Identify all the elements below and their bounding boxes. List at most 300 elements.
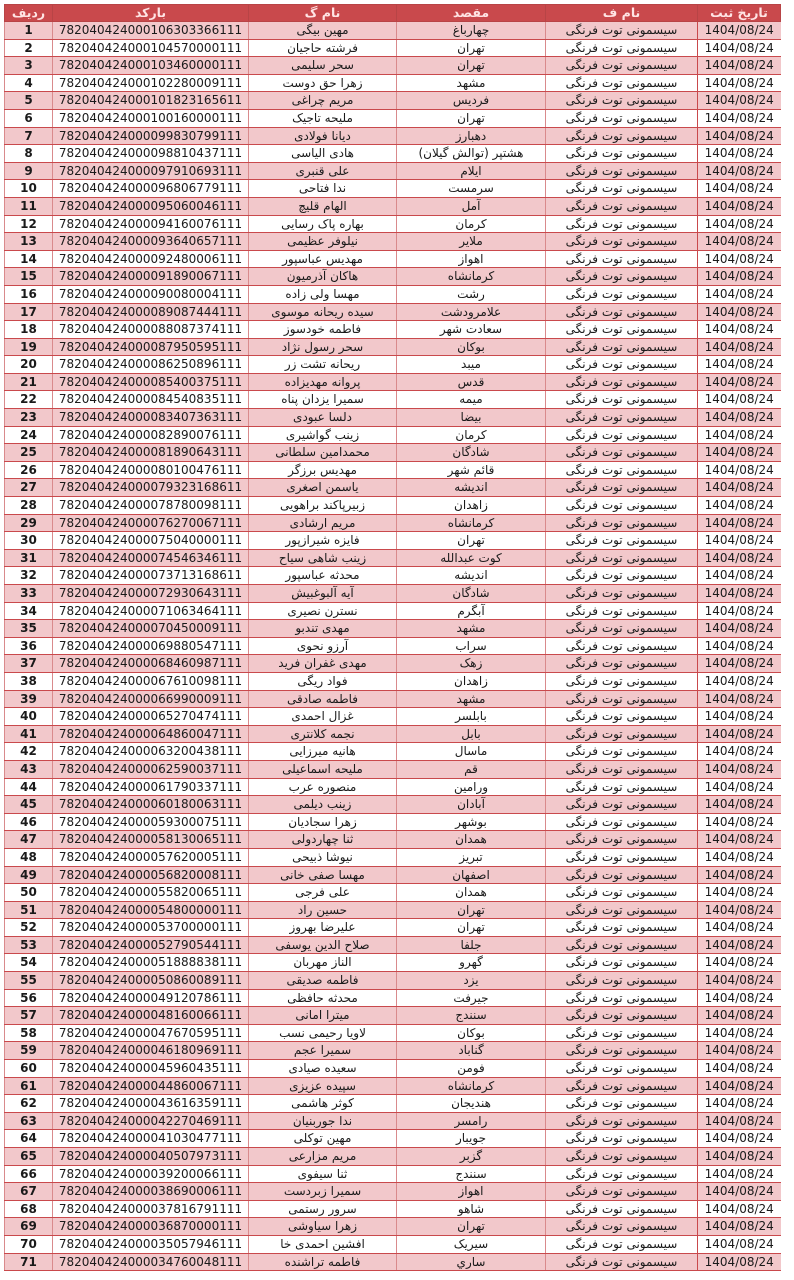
cell-barcode: 782040424000076270067111 <box>53 514 249 532</box>
cell-row-number: 63 <box>5 1112 53 1130</box>
cell-row-number: 32 <box>5 567 53 585</box>
cell-destination: گناباد <box>397 1042 546 1060</box>
cell-barcode: 782040424000052790544111 <box>53 936 249 954</box>
cell-name: هانیه میرزایی <box>249 743 397 761</box>
cell-date: 1404/08/24 <box>698 356 781 374</box>
cell-product: سیسمونی توت فرنگی <box>546 848 698 866</box>
cell-product: سیسمونی توت فرنگی <box>546 1253 698 1271</box>
cell-name: مریم ارشادی <box>249 514 397 532</box>
cell-date: 1404/08/24 <box>698 409 781 427</box>
cell-product: سیسمونی توت فرنگی <box>546 391 698 409</box>
cell-product: سیسمونی توت فرنگی <box>546 514 698 532</box>
table-row <box>5 39 781 57</box>
cell-product: سیسمونی توت فرنگی <box>546 1060 698 1078</box>
cell-date: 1404/08/24 <box>698 567 781 585</box>
cell-name: الهام قلیچ <box>249 197 397 215</box>
cell-name: دلسا عبودی <box>249 409 397 427</box>
cell-product: سیسمونی توت فرنگی <box>546 145 698 163</box>
table-row <box>5 989 781 1007</box>
cell-barcode: 782040424000067610098111 <box>53 672 249 690</box>
cell-product: سیسمونی توت فرنگی <box>546 743 698 761</box>
cell-row-number: 57 <box>5 1007 53 1025</box>
cell-row-number: 12 <box>5 215 53 233</box>
cell-row-number: 28 <box>5 497 53 515</box>
cell-name: میترا امانی <box>249 1007 397 1025</box>
cell-row-number: 70 <box>5 1235 53 1253</box>
cell-name: زینب شاهی سیاح <box>249 549 397 567</box>
cell-date: 1404/08/24 <box>698 145 781 163</box>
cell-destination: قدس <box>397 373 546 391</box>
cell-destination: آبگرم <box>397 602 546 620</box>
cell-product: سیسمونی توت فرنگی <box>546 268 698 286</box>
cell-destination: مشهد <box>397 690 546 708</box>
cell-product: سیسمونی توت فرنگی <box>546 672 698 690</box>
cell-row-number: 9 <box>5 162 53 180</box>
cell-product: سیسمونی توت فرنگی <box>546 602 698 620</box>
cell-destination: سراب <box>397 637 546 655</box>
cell-row-number: 64 <box>5 1130 53 1148</box>
cell-product: سیسمونی توت فرنگی <box>546 936 698 954</box>
cell-row-number: 54 <box>5 954 53 972</box>
cell-destination: زاهدان <box>397 672 546 690</box>
cell-barcode: 782040424000084540835111 <box>53 391 249 409</box>
cell-destination: جیرفت <box>397 989 546 1007</box>
cell-name: فاطمه تراشنده <box>249 1253 397 1271</box>
table-row <box>5 532 781 550</box>
table-row <box>5 391 781 409</box>
table-row <box>5 233 781 251</box>
cell-date: 1404/08/24 <box>698 497 781 515</box>
cell-name: بهاره پاک رسایی <box>249 215 397 233</box>
cell-row-number: 27 <box>5 479 53 497</box>
cell-destination: کوت عبدالله <box>397 549 546 567</box>
cell-date: 1404/08/24 <box>698 690 781 708</box>
cell-destination: دهبارز <box>397 127 546 145</box>
cell-row-number: 55 <box>5 972 53 990</box>
cell-name: زهرا سجادیان <box>249 813 397 831</box>
cell-barcode: 782040424000086250896111 <box>53 356 249 374</box>
cell-barcode: 782040424000085400375111 <box>53 373 249 391</box>
cell-name: یاسمن اصغری <box>249 479 397 497</box>
cell-date: 1404/08/24 <box>698 637 781 655</box>
cell-name: سمیرا زبردست <box>249 1183 397 1201</box>
cell-product: سیسمونی توت فرنگی <box>546 866 698 884</box>
cell-name: الناز مهربان <box>249 954 397 972</box>
cell-barcode: 782040424000053700000111 <box>53 919 249 937</box>
cell-destination: تهران <box>397 901 546 919</box>
cell-destination: هندیجان <box>397 1095 546 1113</box>
cell-name: سحر رسول نژاد <box>249 338 397 356</box>
shipments-table <box>4 4 781 1271</box>
cell-name: ثنا چهاردولی <box>249 831 397 849</box>
cell-product: سیسمونی توت فرنگی <box>546 1130 698 1148</box>
cell-name: سپیده عزیزی <box>249 1077 397 1095</box>
cell-product: سیسمونی توت فرنگی <box>546 426 698 444</box>
cell-row-number: 48 <box>5 848 53 866</box>
cell-destination: اهواز <box>397 1183 546 1201</box>
header-destination: مقصد <box>397 5 546 22</box>
cell-date: 1404/08/24 <box>698 1218 781 1236</box>
cell-product: سیسمونی توت فرنگی <box>546 1165 698 1183</box>
table-row <box>5 426 781 444</box>
cell-name: زینب گواشیری <box>249 426 397 444</box>
cell-date: 1404/08/24 <box>698 285 781 303</box>
table-row <box>5 831 781 849</box>
cell-product: سیسمونی توت فرنگی <box>546 321 698 339</box>
cell-barcode: 782040424000069880547111 <box>53 637 249 655</box>
cell-barcode: 782040424000068460987111 <box>53 655 249 673</box>
cell-barcode: 782040424000092480006111 <box>53 250 249 268</box>
cell-destination: بوشهر <box>397 813 546 831</box>
cell-product: سیسمونی توت فرنگی <box>546 497 698 515</box>
cell-row-number: 8 <box>5 145 53 163</box>
cell-date: 1404/08/24 <box>698 92 781 110</box>
cell-barcode: 782040424000102280009111 <box>53 74 249 92</box>
cell-destination: فردیس <box>397 92 546 110</box>
table-row <box>5 373 781 391</box>
cell-name: ندا فتاحی <box>249 180 397 198</box>
cell-destination: شادگان <box>397 585 546 603</box>
cell-product: سیسمونی توت فرنگی <box>546 233 698 251</box>
table-row <box>5 1165 781 1183</box>
cell-date: 1404/08/24 <box>698 972 781 990</box>
cell-destination: تهران <box>397 57 546 75</box>
cell-product: سیسمونی توت فرنگی <box>546 778 698 796</box>
cell-name: فاطمه خودسوز <box>249 321 397 339</box>
table-row <box>5 708 781 726</box>
header-row: ردیف <box>5 5 53 22</box>
cell-date: 1404/08/24 <box>698 884 781 902</box>
cell-date: 1404/08/24 <box>698 620 781 638</box>
cell-row-number: 37 <box>5 655 53 673</box>
table-row <box>5 743 781 761</box>
cell-name: فواد ریگی <box>249 672 397 690</box>
cell-destination: هشتپر (توالش گیلان) <box>397 145 546 163</box>
table-row <box>5 778 781 796</box>
cell-row-number: 46 <box>5 813 53 831</box>
header-product: نام ف <box>546 5 698 22</box>
cell-name: آیه آلبوغبیش <box>249 585 397 603</box>
cell-date: 1404/08/24 <box>698 215 781 233</box>
cell-date: 1404/08/24 <box>698 672 781 690</box>
cell-row-number: 56 <box>5 989 53 1007</box>
table-row <box>5 796 781 814</box>
cell-row-number: 38 <box>5 672 53 690</box>
table-row <box>5 655 781 673</box>
cell-date: 1404/08/24 <box>698 514 781 532</box>
cell-barcode: 782040424000106303366111 <box>53 22 249 40</box>
cell-product: سیسمونی توت فرنگی <box>546 919 698 937</box>
table-row <box>5 479 781 497</box>
cell-name: منصوره عرب <box>249 778 397 796</box>
table-row <box>5 620 781 638</box>
cell-row-number: 1 <box>5 22 53 40</box>
cell-destination: بابلسر <box>397 708 546 726</box>
cell-barcode: 782040424000078780098111 <box>53 497 249 515</box>
cell-barcode: 782040424000045960435111 <box>53 1060 249 1078</box>
cell-name: افشین احمدی خا <box>249 1235 397 1253</box>
cell-barcode: 782040424000096806779111 <box>53 180 249 198</box>
table-row <box>5 1130 781 1148</box>
cell-name: مهدیس عباسپور <box>249 250 397 268</box>
cell-date: 1404/08/24 <box>698 127 781 145</box>
table-row <box>5 1077 781 1095</box>
cell-destination: ورامین <box>397 778 546 796</box>
table-row <box>5 725 781 743</box>
cell-product: سیسمونی توت فرنگی <box>546 109 698 127</box>
table-row <box>5 567 781 585</box>
header-date: تاریخ ثبت <box>698 5 781 22</box>
cell-product: سیسمونی توت فرنگی <box>546 162 698 180</box>
cell-date: 1404/08/24 <box>698 760 781 778</box>
cell-destination: تهران <box>397 532 546 550</box>
cell-product: سیسمونی توت فرنگی <box>546 92 698 110</box>
cell-row-number: 60 <box>5 1060 53 1078</box>
cell-product: سیسمونی توت فرنگی <box>546 39 698 57</box>
cell-date: 1404/08/24 <box>698 1183 781 1201</box>
cell-row-number: 40 <box>5 708 53 726</box>
cell-row-number: 30 <box>5 532 53 550</box>
cell-row-number: 52 <box>5 919 53 937</box>
table-row <box>5 57 781 75</box>
cell-date: 1404/08/24 <box>698 1007 781 1025</box>
cell-row-number: 43 <box>5 760 53 778</box>
table-row <box>5 127 781 145</box>
cell-name: ریحانه تشت زر <box>249 356 397 374</box>
cell-barcode: 782040424000070450009111 <box>53 620 249 638</box>
cell-row-number: 68 <box>5 1200 53 1218</box>
cell-date: 1404/08/24 <box>698 549 781 567</box>
cell-barcode: 782040424000041030477111 <box>53 1130 249 1148</box>
cell-barcode: 782040424000063200438111 <box>53 743 249 761</box>
cell-product: سیسمونی توت فرنگی <box>546 127 698 145</box>
cell-date: 1404/08/24 <box>698 778 781 796</box>
cell-product: سیسمونی توت فرنگی <box>546 373 698 391</box>
table-row <box>5 92 781 110</box>
cell-destination: قم <box>397 760 546 778</box>
cell-date: 1404/08/24 <box>698 1095 781 1113</box>
cell-date: 1404/08/24 <box>698 1077 781 1095</box>
cell-product: سیسمونی توت فرنگی <box>546 637 698 655</box>
cell-barcode: 782040424000050860089111 <box>53 972 249 990</box>
cell-name: فایزه شیرازپور <box>249 532 397 550</box>
table-row <box>5 356 781 374</box>
cell-destination: همدان <box>397 831 546 849</box>
table-row <box>5 74 781 92</box>
cell-date: 1404/08/24 <box>698 461 781 479</box>
cell-date: 1404/08/24 <box>698 936 781 954</box>
cell-date: 1404/08/24 <box>698 162 781 180</box>
table-row <box>5 919 781 937</box>
cell-barcode: 782040424000051888838111 <box>53 954 249 972</box>
cell-name: لاویا رحیمی نسب <box>249 1024 397 1042</box>
cell-row-number: 29 <box>5 514 53 532</box>
cell-destination: سنندج <box>397 1007 546 1025</box>
cell-row-number: 31 <box>5 549 53 567</box>
cell-barcode: 782040424000066990009111 <box>53 690 249 708</box>
table-row <box>5 1042 781 1060</box>
cell-date: 1404/08/24 <box>698 338 781 356</box>
cell-product: سیسمونی توت فرنگی <box>546 655 698 673</box>
cell-barcode: 782040424000098810437111 <box>53 145 249 163</box>
cell-destination: سعادت شهر <box>397 321 546 339</box>
cell-name: آرزو نحوی <box>249 637 397 655</box>
cell-date: 1404/08/24 <box>698 813 781 831</box>
cell-product: سیسمونی توت فرنگی <box>546 215 698 233</box>
cell-row-number: 67 <box>5 1183 53 1201</box>
header-barcode: بارکد <box>53 5 249 22</box>
cell-date: 1404/08/24 <box>698 1165 781 1183</box>
cell-product: سیسمونی توت فرنگی <box>546 250 698 268</box>
cell-barcode: 782040424000034760048111 <box>53 1253 249 1271</box>
cell-barcode: 782040424000047670595111 <box>53 1024 249 1042</box>
cell-date: 1404/08/24 <box>698 180 781 198</box>
cell-product: سیسمونی توت فرنگی <box>546 585 698 603</box>
table-row <box>5 1200 781 1218</box>
cell-destination: رشت <box>397 285 546 303</box>
cell-destination: گزبر <box>397 1148 546 1166</box>
cell-date: 1404/08/24 <box>698 602 781 620</box>
cell-product: سیسمونی توت فرنگی <box>546 22 698 40</box>
cell-product: سیسمونی توت فرنگی <box>546 180 698 198</box>
cell-row-number: 20 <box>5 356 53 374</box>
cell-destination: سنندج <box>397 1165 546 1183</box>
table-row <box>5 1148 781 1166</box>
cell-date: 1404/08/24 <box>698 585 781 603</box>
table-row <box>5 461 781 479</box>
cell-row-number: 4 <box>5 74 53 92</box>
cell-name: زهرا حق دوست <box>249 74 397 92</box>
cell-product: سیسمونی توت فرنگی <box>546 725 698 743</box>
cell-name: سرور رستمی <box>249 1200 397 1218</box>
cell-barcode: 782040424000079323168611 <box>53 479 249 497</box>
cell-date: 1404/08/24 <box>698 74 781 92</box>
cell-product: سیسمونی توت فرنگی <box>546 532 698 550</box>
cell-row-number: 71 <box>5 1253 53 1271</box>
cell-barcode: 782040424000036870000111 <box>53 1218 249 1236</box>
cell-date: 1404/08/24 <box>698 901 781 919</box>
cell-product: سیسمونی توت فرنگی <box>546 884 698 902</box>
cell-name: مریم چراغی <box>249 92 397 110</box>
cell-name: مهدی غفران فرید <box>249 655 397 673</box>
cell-product: سیسمونی توت فرنگی <box>546 690 698 708</box>
table-row <box>5 848 781 866</box>
cell-date: 1404/08/24 <box>698 1042 781 1060</box>
cell-date: 1404/08/24 <box>698 197 781 215</box>
cell-name: مهدیس برزگر <box>249 461 397 479</box>
cell-row-number: 66 <box>5 1165 53 1183</box>
cell-row-number: 18 <box>5 321 53 339</box>
cell-destination: کرمانشاه <box>397 1077 546 1095</box>
cell-date: 1404/08/24 <box>698 39 781 57</box>
cell-date: 1404/08/24 <box>698 373 781 391</box>
cell-product: سیسمونی توت فرنگی <box>546 901 698 919</box>
cell-barcode: 782040424000103460000111 <box>53 57 249 75</box>
cell-destination: اندیشه <box>397 479 546 497</box>
cell-product: سیسمونی توت فرنگی <box>546 1218 698 1236</box>
cell-name: نجمه کلانتری <box>249 725 397 743</box>
cell-row-number: 42 <box>5 743 53 761</box>
cell-date: 1404/08/24 <box>698 321 781 339</box>
cell-destination: جویبار <box>397 1130 546 1148</box>
cell-name: نسترن نصیری <box>249 602 397 620</box>
cell-destination: تهران <box>397 1218 546 1236</box>
cell-date: 1404/08/24 <box>698 919 781 937</box>
cell-destination: کرمان <box>397 426 546 444</box>
cell-date: 1404/08/24 <box>698 866 781 884</box>
table-row <box>5 866 781 884</box>
cell-product: سیسمونی توت فرنگی <box>546 1112 698 1130</box>
cell-row-number: 10 <box>5 180 53 198</box>
cell-product: سیسمونی توت فرنگی <box>546 1200 698 1218</box>
cell-row-number: 61 <box>5 1077 53 1095</box>
cell-destination: همدان <box>397 884 546 902</box>
cell-name: علی فرجی <box>249 884 397 902</box>
cell-row-number: 50 <box>5 884 53 902</box>
table-row <box>5 180 781 198</box>
table-row <box>5 285 781 303</box>
cell-row-number: 41 <box>5 725 53 743</box>
cell-date: 1404/08/24 <box>698 391 781 409</box>
cell-date: 1404/08/24 <box>698 303 781 321</box>
cell-row-number: 6 <box>5 109 53 127</box>
cell-barcode: 782040424000082890076111 <box>53 426 249 444</box>
header-name: نام گ <box>249 5 397 22</box>
cell-name: فرشته حاجیان <box>249 39 397 57</box>
cell-barcode: 782040424000054800000111 <box>53 901 249 919</box>
cell-row-number: 13 <box>5 233 53 251</box>
cell-row-number: 47 <box>5 831 53 849</box>
cell-destination: مشهد <box>397 74 546 92</box>
cell-product: سیسمونی توت فرنگی <box>546 567 698 585</box>
cell-date: 1404/08/24 <box>698 444 781 462</box>
cell-row-number: 19 <box>5 338 53 356</box>
table-row <box>5 972 781 990</box>
cell-name: محدثه حافظی <box>249 989 397 1007</box>
table-row <box>5 936 781 954</box>
cell-destination: اهواز <box>397 250 546 268</box>
cell-barcode: 782040424000083407363111 <box>53 409 249 427</box>
table-row <box>5 409 781 427</box>
cell-destination: بوکان <box>397 338 546 356</box>
cell-barcode: 782040424000080100476111 <box>53 461 249 479</box>
cell-destination: تهران <box>397 39 546 57</box>
table-row <box>5 672 781 690</box>
cell-barcode: 782040424000043616359111 <box>53 1095 249 1113</box>
cell-barcode: 782040424000101823165611 <box>53 92 249 110</box>
cell-barcode: 782040424000100160000111 <box>53 109 249 127</box>
cell-row-number: 65 <box>5 1148 53 1166</box>
cell-destination: تهران <box>397 919 546 937</box>
cell-product: سیسمونی توت فرنگی <box>546 356 698 374</box>
cell-barcode: 782040424000059300075111 <box>53 813 249 831</box>
cell-name: مهسا صفی خانی <box>249 866 397 884</box>
cell-product: سیسمونی توت فرنگی <box>546 760 698 778</box>
cell-product: سیسمونی توت فرنگی <box>546 461 698 479</box>
cell-barcode: 782040424000064860047111 <box>53 725 249 743</box>
table-row <box>5 901 781 919</box>
table-row <box>5 1024 781 1042</box>
cell-date: 1404/08/24 <box>698 796 781 814</box>
cell-product: سیسمونی توت فرنگی <box>546 1095 698 1113</box>
table-row <box>5 109 781 127</box>
cell-row-number: 16 <box>5 285 53 303</box>
table-row <box>5 1235 781 1253</box>
cell-destination: بابل <box>397 725 546 743</box>
table-row <box>5 22 781 40</box>
cell-name: غزال احمدی <box>249 708 397 726</box>
cell-name: زینب دیلمی <box>249 796 397 814</box>
